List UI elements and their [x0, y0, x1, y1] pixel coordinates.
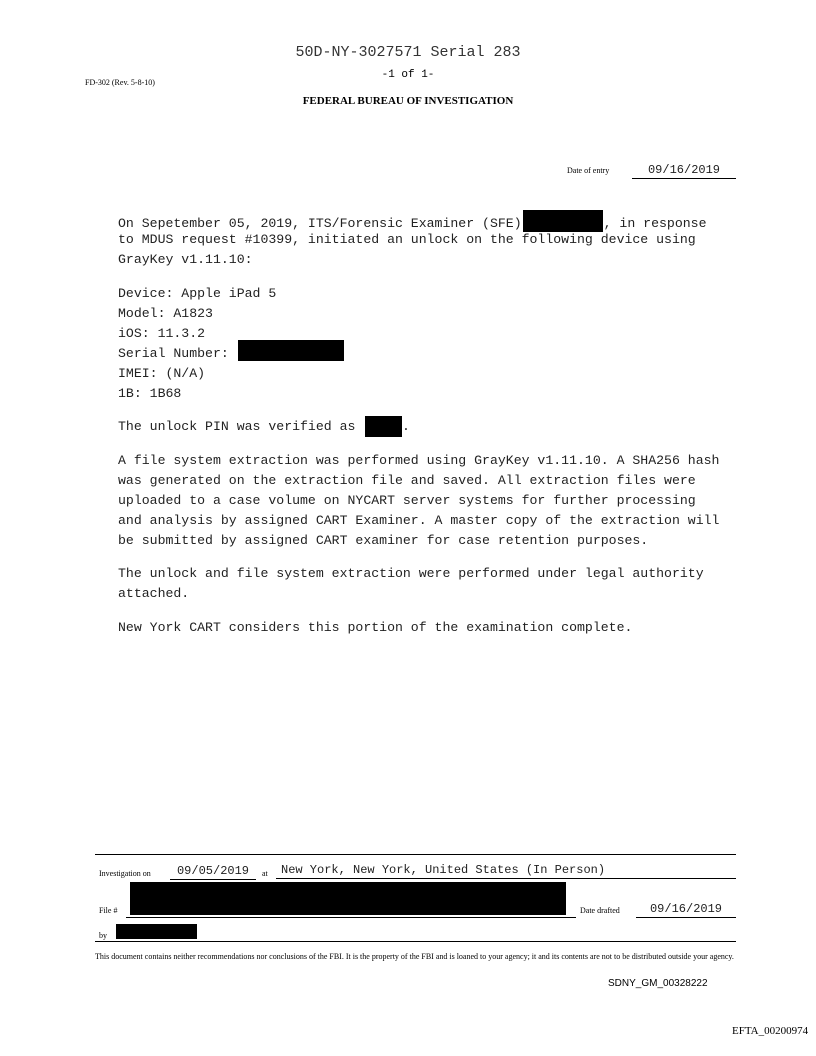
redaction-serial-number — [238, 340, 344, 361]
serial-number-label: Serial Number: — [118, 346, 229, 361]
bates-number: SDNY_GM_00328222 — [608, 978, 708, 989]
paragraph-extraction-line-5: be submitted by assigned CART examiner for case retention purposes. — [118, 533, 649, 548]
paragraph-authority-line-2: attached. — [118, 586, 190, 601]
file-number-underline — [126, 917, 576, 918]
date-of-entry-value: 09/16/2019 — [632, 163, 736, 179]
device-line: Device: Apple iPad 5 — [118, 286, 277, 301]
disclaimer: This document contains neither recommendations nor conclusions of the FBI. It is the property of the FBI and is loaned to your agency; it and its contents are not to be distributed outside your agency. — [95, 952, 734, 961]
imei-line: IMEI: (N/A) — [118, 366, 206, 381]
ios-line: iOS: 11.3.2 — [118, 326, 206, 341]
paragraph-extraction-line-3: uploaded to a case volume on NYCART server systems for further processing — [118, 493, 696, 508]
redaction-file-number — [130, 882, 566, 915]
file-number-label: File # — [99, 906, 118, 915]
date-drafted-label: Date drafted — [580, 906, 620, 915]
investigation-location: New York, New York, United States (In Person) — [276, 863, 736, 879]
redaction-examiner-name — [523, 210, 603, 232]
pin-line — [118, 417, 355, 437]
paragraph-intro-line-2: to MDUS request #10399, initiated an unlock on the following device using — [118, 232, 696, 247]
agency-title: FEDERAL BUREAU OF INVESTIGATION — [302, 95, 514, 107]
model-line: Model: A1823 — [118, 306, 213, 321]
paragraph-extraction-line-4: and analysis by assigned CART Examiner. A master copy of the extraction will — [118, 513, 720, 528]
ib-line: 1B: 1B68 — [118, 386, 182, 401]
intro-text-b: , in response — [603, 216, 707, 231]
footer-top-rule — [95, 854, 736, 855]
redaction-pin — [365, 416, 402, 437]
at-label: at — [262, 869, 268, 878]
redaction-author — [116, 924, 197, 939]
investigation-on-label: Investigation on — [99, 869, 151, 878]
efta-number: EFTA_00200974 — [732, 1025, 809, 1037]
paragraph-conclusion: New York CART considers this portion of the examination complete. — [118, 620, 633, 635]
paragraph-extraction-line-2: was generated on the extraction file and saved. All extraction files were — [118, 473, 696, 488]
page-count: -1 of 1- — [381, 69, 435, 81]
form-id: FD-302 (Rev. 5-8-10) — [85, 78, 155, 87]
paragraph-extraction-line-1: A file system extraction was performed using GrayKey v1.11.10. A SHA256 hash — [118, 453, 720, 468]
serial-number-line — [118, 344, 229, 364]
serial-header: 50D-NY-3027571 Serial 283 — [295, 44, 521, 61]
paragraph-authority-line-1: The unlock and file system extraction were performed under legal authority — [118, 566, 704, 581]
intro-text-a: On Sepetember 05, 2019, ITS/Forensic Examiner (SFE) — [118, 216, 522, 231]
by-label: by — [99, 931, 107, 940]
pin-text-a: The unlock PIN was verified as — [118, 419, 356, 434]
paragraph-intro-line-3: GrayKey v1.11.10: — [118, 252, 253, 267]
pin-text-period: . — [402, 419, 410, 434]
date-drafted-value: 09/16/2019 — [636, 902, 736, 918]
date-of-entry-label: Date of entry — [567, 166, 610, 175]
investigation-date: 09/05/2019 — [170, 864, 256, 880]
footer-bottom-rule — [95, 941, 736, 942]
